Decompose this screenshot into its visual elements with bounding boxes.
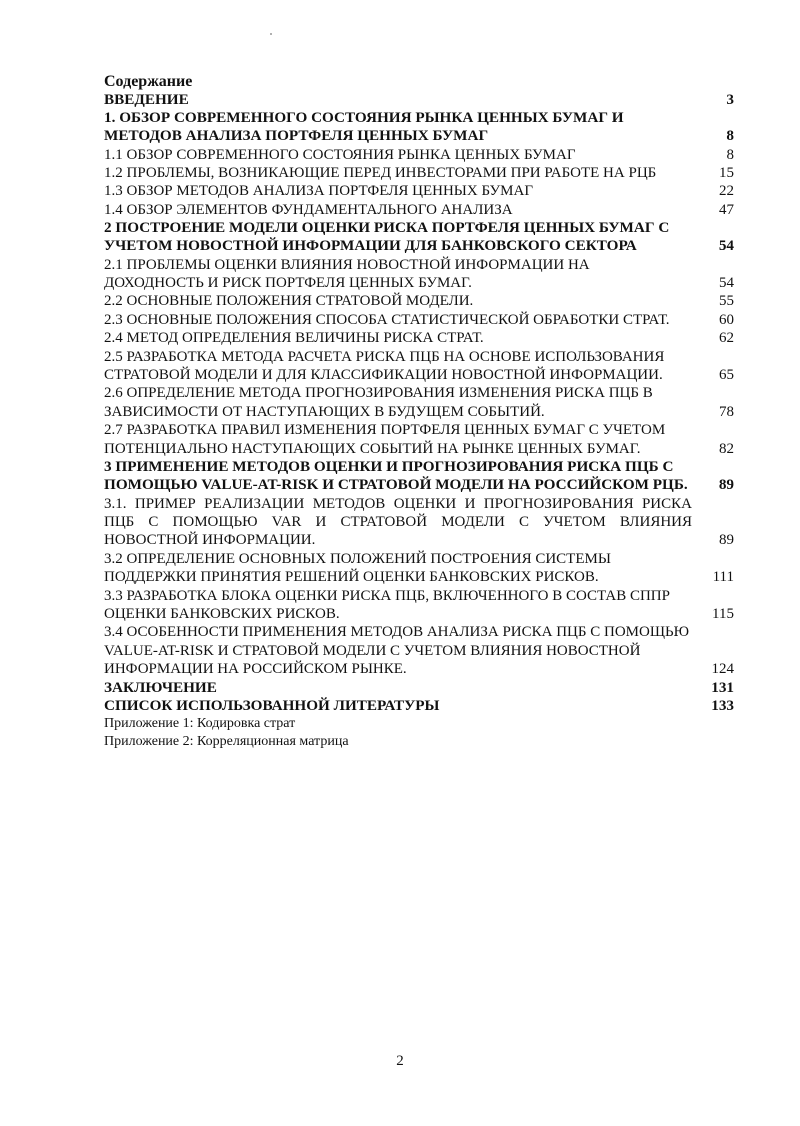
- toc-entry-text: 2.5 РАЗРАБОТКА МЕТОДА РАСЧЕТА РИСКА ПЦБ НА ОСНОВЕ ИСПОЛЬЗОВАНИЯ СТРАТОВОЙ МОДЕЛИ И ДЛЯ КЛАССИФИКАЦИИ НОВОСТНОЙ ИНФОРМАЦИИ.: [104, 348, 665, 384]
- toc-title: Содержание: [104, 73, 193, 90]
- toc-entry-text: ЗАКЛЮЧЕНИЕ: [104, 678, 217, 696]
- toc-entry-text: 2.4 МЕТОД ОПРЕДЕЛЕНИЯ ВЕЛИЧИНЫ РИСКА СТРАТ.: [104, 330, 484, 347]
- toc-entry-page: 111: [712, 569, 734, 586]
- toc-entry-page: 8: [726, 127, 734, 145]
- toc-entry-text: СПИСОК ИСПОЛЬЗОВАННОЙ ЛИТЕРАТУРЫ: [104, 696, 440, 714]
- toc-entry-introduction[interactable]: [104, 91, 734, 109]
- toc-entry-text: 2.7 РАЗРАБОТКА ПРАВИЛ ИЗМЕНЕНИЯ ПОРТФЕЛЯ ЦЕННЫХ БУМАГ С УЧЕТОМ ПОТЕНЦИАЛЬНО НАСТУПАЮЩИХ СОБЫТИЙ НА РЫНКЕ ЦЕННЫХ БУМАГ.: [104, 422, 666, 457]
- toc-entry-page: 55: [719, 293, 734, 310]
- toc-entry-section-2-2[interactable]: [104, 292, 734, 310]
- toc-entry-page: 3: [726, 91, 734, 108]
- toc-entry-section-2-5[interactable]: [104, 348, 734, 385]
- toc-entry-page: 133: [711, 696, 734, 714]
- toc-entry-page: 65: [719, 367, 734, 384]
- toc-entry-text: 2 ПОСТРОЕНИЕ МОДЕЛИ ОЦЕНКИ РИСКА ПОРТФЕЛЯ ЦЕННЫХ БУМАГ С УЧЕТОМ НОВОСТНОЙ ИНФОРМАЦИИ ДЛЯ БАНКОВСКОГО СЕКТОРА: [104, 219, 670, 255]
- toc-entry-page: 124: [711, 661, 734, 678]
- toc-entry-text: 2.2 ОСНОВНЫЕ ПОЛОЖЕНИЯ СТРАТОВОЙ МОДЕЛИ.: [104, 293, 474, 310]
- toc-entry-page: 131: [711, 678, 734, 696]
- toc-entry-references[interactable]: [104, 697, 734, 715]
- toc-entry-page: 60: [719, 311, 734, 328]
- toc-entry-text: 3.2 ОПРЕДЕЛЕНИЕ ОСНОВНЫХ ПОЛОЖЕНИЙ ПОСТРОЕНИЯ СИСТЕМЫ ПОДДЕРЖКИ ПРИНЯТИЯ РЕШЕНИЙ ОЦЕНКИ БАНКОВСКИХ РИСКОВ.: [104, 550, 611, 586]
- toc-entry-chapter-2[interactable]: [104, 219, 734, 255]
- toc-entry-conclusion[interactable]: [104, 679, 734, 697]
- toc-entry-page: 78: [719, 403, 734, 420]
- toc-entry-text: 1.4 ОБЗОР ЭЛЕМЕНТОВ ФУНДАМЕНТАЛЬНОГО АНАЛИЗА: [104, 201, 513, 218]
- toc-entry-section-2-1[interactable]: [104, 256, 734, 293]
- toc-entry-page: 22: [719, 183, 734, 200]
- toc-entry-page: 15: [719, 165, 734, 182]
- toc-entry-text: 1. ОБЗОР СОВРЕМЕННОГО СОСТОЯНИЯ РЫНКА ЦЕННЫХ БУМАГ И МЕТОДОВ АНАЛИЗА ПОРТФЕЛЯ ЦЕННЫХ БУМАГ: [104, 109, 624, 145]
- toc-entry-page: 89: [718, 476, 734, 494]
- toc-appendix-1[interactable]: Приложение 1: Кодировка страт: [104, 715, 296, 731]
- toc-entry-section-3-2[interactable]: [104, 550, 734, 587]
- toc-entries: [104, 91, 734, 715]
- toc-entry-text: 3.1. ПРИМЕР РЕАЛИЗАЦИИ МЕТОДОВ ОЦЕНКИ И ПРОГНОЗИРОВАНИЯ РИСКА ПЦБ С ПОМОЩЬЮ VAR И СТРАТОВОЙ МОДЕЛИ С УЧЕТОМ ВЛИЯНИЯ НОВОСТНОЙ ИНФОРМАЦИИ.: [104, 495, 692, 549]
- toc-entry-text: 2.3 ОСНОВНЫЕ ПОЛОЖЕНИЯ СПОСОБА СТАТИСТИЧЕСКОЙ ОБРАБОТКИ СТРАТ.: [104, 311, 670, 328]
- scan-speck: [270, 33, 272, 35]
- toc-entry-section-1-1[interactable]: [104, 146, 734, 164]
- toc-entry-text: 2.1 ПРОБЛЕМЫ ОЦЕНКИ ВЛИЯНИЯ НОВОСТНОЙ ИНФОРМАЦИИ НА ДОХОДНОСТЬ И РИСК ПОРТФЕЛЯ ЦЕННЫХ БУМАГ.: [104, 256, 590, 292]
- toc-entry-section-2-7[interactable]: [104, 421, 734, 458]
- table-of-contents: [104, 73, 734, 751]
- toc-entry-text: 1.1 ОБЗОР СОВРЕМЕННОГО СОСТОЯНИЯ РЫНКА ЦЕННЫХ БУМАГ: [104, 146, 576, 163]
- toc-entry-chapter-1[interactable]: [104, 109, 734, 145]
- toc-entry-page: 115: [712, 605, 734, 622]
- toc-entry-chapter-3[interactable]: [104, 458, 734, 494]
- toc-entry-text: 3 ПРИМЕНЕНИЕ МЕТОДОВ ОЦЕНКИ И ПРОГНОЗИРОВАНИЯ РИСКА ПЦБ С ПОМОЩЬЮ VALUE-AT-RISK И СТРАТОВОЙ МОДЕЛИ НА РОССИЙСКОМ РЦБ.: [104, 458, 688, 494]
- toc-entry-text: ВВЕДЕНИЕ: [104, 91, 189, 108]
- toc-entry-page: 54: [718, 237, 734, 255]
- toc-entry-page: 62: [719, 330, 734, 347]
- toc-entry-section-2-4[interactable]: [104, 329, 734, 347]
- toc-entry-text: 1.3 ОБЗОР МЕТОДОВ АНАЛИЗА ПОРТФЕЛЯ ЦЕННЫХ БУМАГ: [104, 183, 533, 200]
- toc-entry-page: 89: [719, 532, 734, 549]
- toc-entry-text: 1.2 ПРОБЛЕМЫ, ВОЗНИКАЮЩИЕ ПЕРЕД ИНВЕСТОРАМИ ПРИ РАБОТЕ НА РЦБ: [104, 165, 657, 182]
- toc-entry-section-3-3[interactable]: [104, 587, 734, 624]
- toc-appendix-2[interactable]: Приложение 2: Корреляционная матрица: [104, 733, 349, 749]
- toc-entry-section-2-6[interactable]: [104, 384, 734, 421]
- toc-entry-page: 82: [719, 440, 734, 457]
- toc-entry-section-1-2[interactable]: [104, 164, 734, 182]
- toc-entry-text: 2.6 ОПРЕДЕЛЕНИЕ МЕТОДА ПРОГНОЗИРОВАНИЯ ИЗМЕНЕНИЯ РИСКА ПЦБ В ЗАВИСИМОСТИ ОТ НАСТУПАЮЩИХ В БУДУЩЕМ СОБЫТИЙ.: [104, 385, 653, 420]
- toc-entry-page: 8: [726, 146, 734, 163]
- toc-entry-section-3-4[interactable]: [104, 623, 734, 678]
- toc-entry-text: 3.3 РАЗРАБОТКА БЛОКА ОЦЕНКИ РИСКА ПЦБ, ВКЛЮЧЕННОГО В СОСТАВ СППР ОЦЕНКИ БАНКОВСКИХ РИСКОВ.: [104, 587, 670, 622]
- toc-entry-section-2-3[interactable]: [104, 311, 734, 329]
- toc-entry-page: 54: [719, 275, 734, 292]
- toc-entry-section-3-1[interactable]: [104, 495, 734, 550]
- toc-entry-text: 3.4 ОСОБЕННОСТИ ПРИМЕНЕНИЯ МЕТОДОВ АНАЛИЗА РИСКА ПЦБ С ПОМОЩЬЮ VALUE-AT-RISK И СТРАТОВОЙ МОДЕЛИ С УЧЕТОМ ВЛИЯНИЯ НОВОСТНОЙ ИНФОРМАЦИИ НА РОССИЙСКОМ РЫНКЕ.: [104, 624, 689, 678]
- toc-entry-section-1-4[interactable]: [104, 201, 734, 219]
- toc-entry-section-1-3[interactable]: [104, 182, 734, 200]
- page-number: 2: [396, 1053, 404, 1069]
- toc-entry-page: 47: [719, 201, 734, 218]
